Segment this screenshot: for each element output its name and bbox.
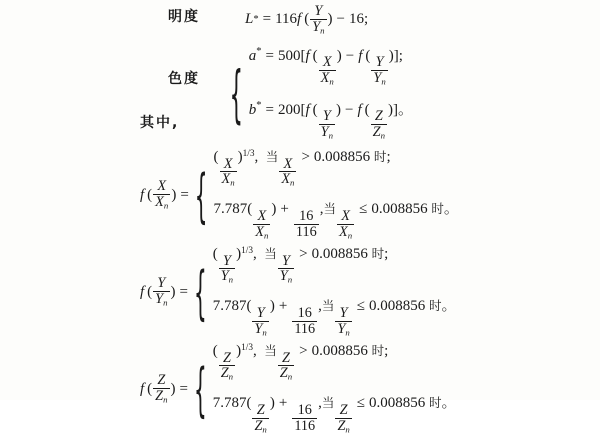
where-label: 其中,: [140, 115, 180, 131]
brace-glyph: {: [194, 160, 208, 231]
piecewise-z-case-2: 7.787( $\frac{Z}{Z_n}$ ) + $\frac{16}{116}$ ,当 $\frac{Z}{Z_n}$ ≤ 0.008856 时。: [212, 395, 457, 435]
lightness-minus: −: [336, 11, 346, 28]
lightness-star: *: [253, 13, 259, 25]
lightness-terminator: ;: [364, 11, 369, 28]
lightness-fn: f: [297, 11, 302, 28]
piecewise-y-case-2: 7.787( $\frac{Y}{Y_n}$ ) + $\frac{16}{116}$ ,当 $\frac{Y}{Y_n}$ ≤ 0.008856 时。: [212, 298, 457, 338]
chroma-b-formula: b* = 200[f ( $\frac{Y}{Y_n}$ ) − f ( $\frac{Z}{Z_n}$ )]。: [248, 100, 413, 141]
brace-glyph: {: [229, 56, 244, 132]
brace-glyph: {: [194, 257, 207, 328]
lightness-lhs: L: [245, 11, 254, 28]
piecewise-x-case-1: ( $\frac{X}{X_n}$ )$^{1/3}$, 当 $\frac{X}{X_n}$ > 0.008856 时;: [213, 149, 391, 189]
brace-glyph: {: [194, 354, 207, 425]
lightness-constant: 16: [349, 11, 365, 28]
piecewise-z: f ( $\frac{Z}{Z_n}$ ) = { ( $\frac{Z}{Z_n}$ )$^{1/3}$, 当 $\frac{Z}{Z_n}$ > 0.008856 时; 7.787( $\frac{Z}{Z_n}$ ) + $\frac{16}{116}$ ,当 $\frac{Z}{Z_n}$ ≤ 0.008856 时。: [140, 337, 457, 442]
lightness-label: 明度: [168, 9, 200, 25]
chromaticity-label: 色度: [168, 71, 200, 87]
lightness-label-row: [168, 6, 200, 26]
piecewise-y-case-1: ( $\frac{Y}{Y_n}$ )$^{1/3}$, 当 $\frac{Y}{Y_n}$ > 0.008856 时;: [212, 246, 389, 286]
lightness-coefficient: 116: [275, 11, 298, 28]
lightness-equals: =: [262, 11, 272, 28]
lightness-formula: L * = 116 f ( $\frac{Y}{Y_n}$ ) − 16 ;: [245, 3, 369, 36]
chroma-a-formula: a* = 500[f ( $\frac{X}{X_n}$ ) − f ( $\frac{Y}{Y_n}$ )];: [248, 46, 403, 87]
chromaticity-label-row: [168, 68, 200, 88]
piecewise-x: f ( $\frac{X}{X_n}$ ) = { ( $\frac{X}{X_n}$ )$^{1/3}$, 当 $\frac{X}{X_n}$ > 0.008856 时; 7.787( $\frac{X}{X_n}$ ) + $\frac{16}{116}$ ,当 $\frac{X}{X_n}$ ≤ 0.008856 时。: [140, 143, 459, 248]
piecewise-x-case-2: 7.787( $\frac{X}{X_n}$ ) + $\frac{16}{116}$ ,当 $\frac{X}{X_n}$ ≤ 0.008856 时。: [213, 201, 459, 241]
piecewise-y: f ( $\frac{Y}{Y_n}$ ) = { ( $\frac{Y}{Y_n}$ )$^{1/3}$, 当 $\frac{Y}{Y_n}$ > 0.008856 时; 7.787( $\frac{Y}{Y_n}$ ) + $\frac{16}{116}$ ,当 $\frac{Y}{Y_n}$ ≤ 0.008856 时。: [140, 240, 457, 345]
piecewise-z-case-1: ( $\frac{Z}{Z_n}$ )$^{1/3}$, 当 $\frac{Z}{Z_n}$ > 0.008856 时;: [212, 343, 389, 383]
chromaticity-formula-group: [228, 40, 413, 148]
lightness-arg-fraction: $\frac{Y}{Y_n}$: [312, 3, 325, 36]
